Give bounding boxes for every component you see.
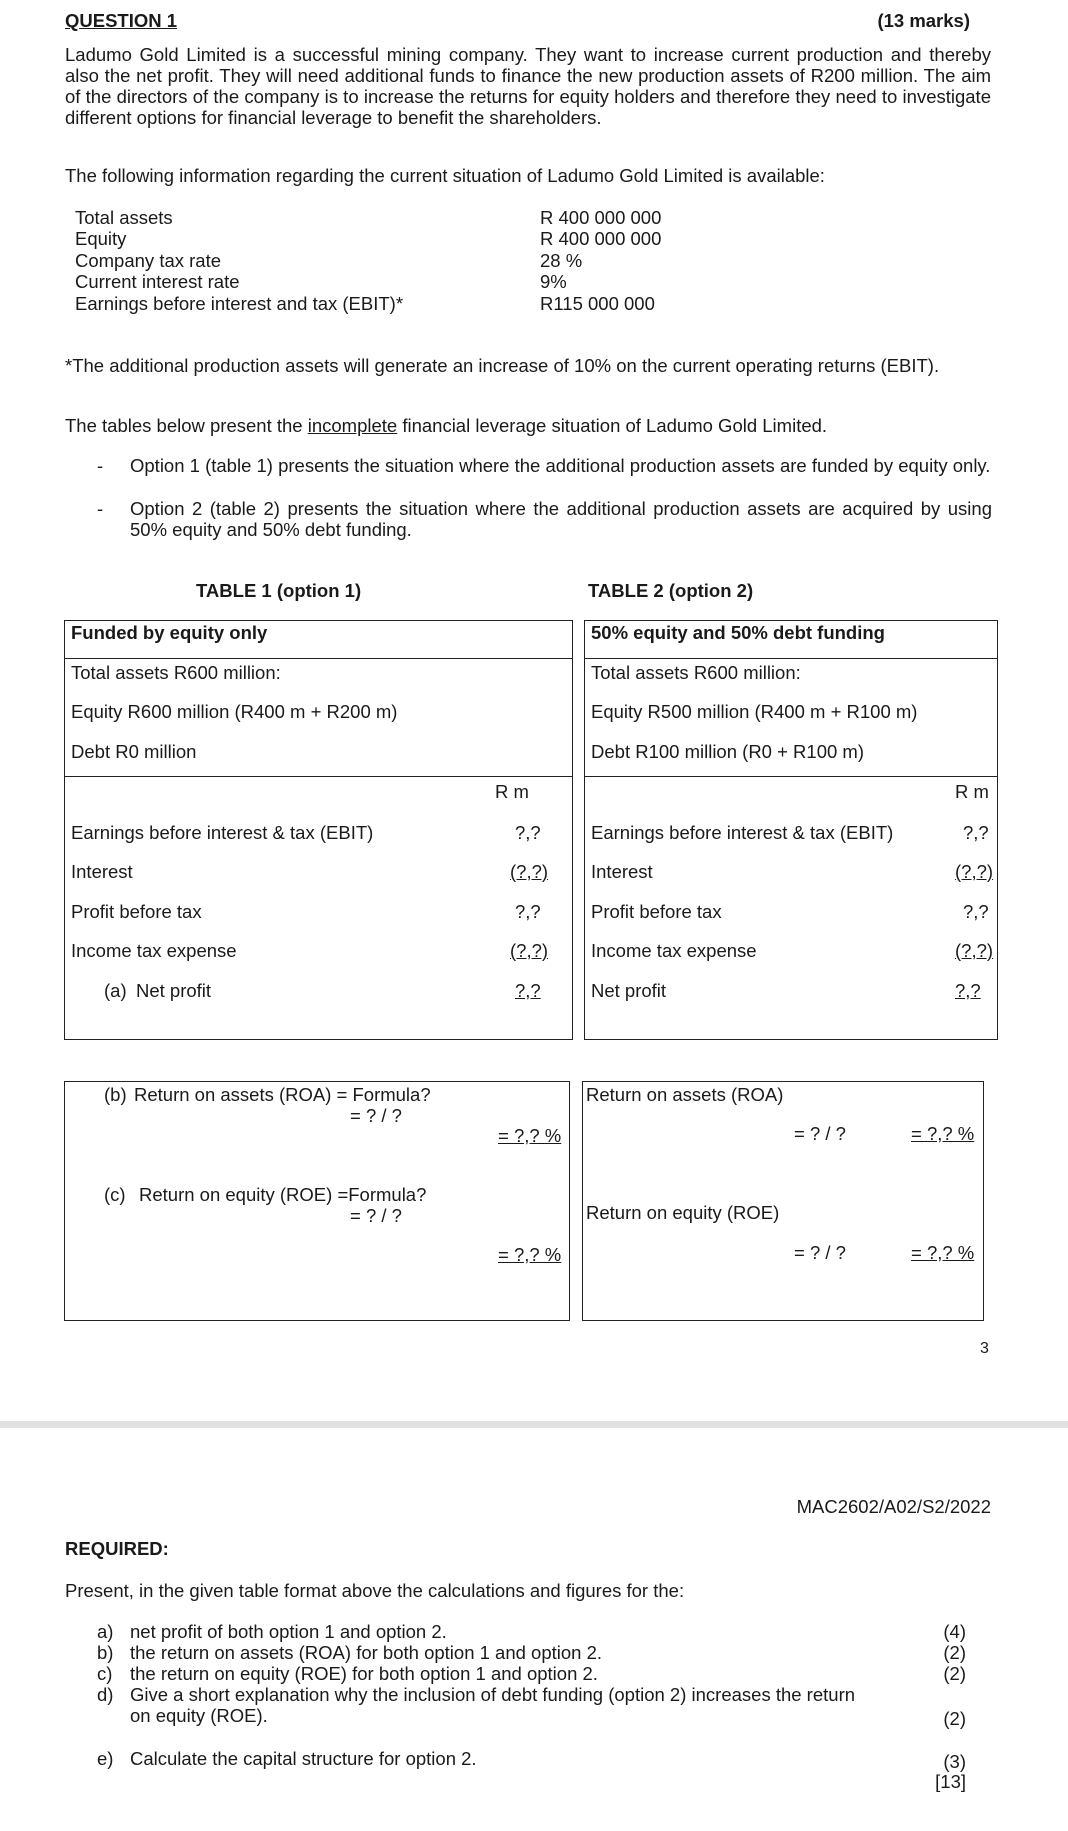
req-letter: e) [97, 1748, 114, 1769]
req-mark: (2) [943, 1663, 966, 1684]
info-value: R 400 000 000 [540, 207, 662, 228]
table1-row-label: Profit before tax [71, 901, 202, 922]
question-marks: (13 marks) [877, 10, 970, 31]
table1-row-value: ?,? [515, 980, 541, 1001]
page-separator [0, 1421, 1068, 1428]
info-label: Equity [75, 228, 127, 249]
page-number: 3 [980, 1340, 989, 1357]
table1-summary-assets: Total assets R600 million: [71, 662, 281, 683]
req-mark: (2) [943, 1708, 966, 1729]
req-mark: (2) [943, 1642, 966, 1663]
roe1-label: Return on equity (ROE) =Formula? [139, 1184, 427, 1205]
info-lead: The following information regarding the current situation of Ladumo Gold Limited is available: [65, 165, 825, 186]
roa2-calc: = ? / ? [794, 1123, 846, 1144]
table2-summary-assets: Total assets R600 million: [591, 662, 801, 683]
table2-row-label: Profit before tax [591, 901, 722, 922]
info-value: R 400 000 000 [540, 228, 662, 249]
req-letter: b) [97, 1642, 114, 1663]
info-value: R115 000 000 [540, 293, 655, 314]
roa1-prefix: (b) [104, 1084, 127, 1105]
req-letter: d) [97, 1684, 114, 1705]
roe2-label: Return on equity (ROE) [586, 1202, 780, 1223]
roa2-result: = ?,? % [911, 1123, 975, 1144]
roa1-label: Return on assets (ROA) = Formula? [134, 1084, 431, 1105]
roa1-result: = ?,? % [498, 1125, 562, 1146]
roa2-label: Return on assets (ROA) [586, 1084, 784, 1105]
table1-summary-equity: Equity R600 million (R400 m + R200 m) [71, 701, 398, 722]
roe2-calc: = ? / ? [794, 1242, 846, 1263]
roe1-prefix: (c) [104, 1184, 126, 1205]
roe2-result: = ?,? % [911, 1242, 975, 1263]
footnote: *The additional production assets will generate an increase of 10% on the current operating returns (EBIT). [65, 355, 940, 376]
info-label: Company tax rate [75, 250, 222, 271]
roe1-calc: = ? / ? [350, 1205, 402, 1226]
table2-row-value: ?,? [963, 822, 989, 843]
info-label: Current interest rate [75, 271, 240, 292]
roe1-result: = ?,? % [498, 1244, 562, 1265]
req-mark: (3) [943, 1751, 966, 1772]
question-title: QUESTION 1 [65, 10, 178, 31]
info-label: Earnings before interest and tax (EBIT)* [75, 293, 404, 314]
option-2-description: Option 2 (table 2) presents the situation where the additional production assets are acquired by using 50% equity and 50% debt funding. [130, 498, 992, 540]
table2-row-label: Income tax expense [591, 940, 757, 961]
table1-summary-debt: Debt R0 million [71, 741, 197, 762]
table1-row-value: ?,? [515, 822, 541, 843]
info-value: 9% [540, 271, 567, 292]
info-value: 28 % [540, 250, 583, 271]
info-label: Total assets [75, 207, 173, 228]
required-heading: REQUIRED: [65, 1538, 169, 1559]
required-lead: Present, in the given table format above the calculations and figures for the: [65, 1580, 685, 1601]
bullet-mark: - [97, 455, 104, 476]
table2-row-value: (?,?) [955, 940, 994, 961]
table1-unit: R m [495, 781, 529, 802]
req-text: Calculate the capital structure for option 2. [130, 1748, 477, 1769]
table1-row-label: Net profit [136, 980, 212, 1001]
tables-lead: The tables below present the incomplete financial leverage situation of Ladumo Gold Limited. [65, 415, 828, 436]
table1-net-prefix: (a) [104, 980, 127, 1001]
table2-row-value: ?,? [955, 980, 981, 1001]
table2-row-value: ?,? [963, 901, 989, 922]
intro-paragraph: Ladumo Gold Limited is a successful mining company. They want to increase current production and thereby also the net profit. They will need additional funds to finance the new production assets of R200 million. The aim of the directors of the company is to increase the returns for equity holders and therefore they need to investigate different options for financial leverage to benefit the shareholders. [65, 44, 991, 128]
course-code: MAC2602/A02/S2/2022 [796, 1496, 991, 1517]
option-1-description: Option 1 (table 1) presents the situation where the additional production assets are funded by equity only. [130, 455, 991, 476]
roa1-calc: = ? / ? [350, 1105, 402, 1126]
table2-summary-equity: Equity R500 million (R400 m + R100 m) [591, 701, 918, 722]
req-text: net profit of both option 1 and option 2. [130, 1621, 447, 1642]
req-mark: (4) [943, 1621, 966, 1642]
table2-header: 50% equity and 50% debt funding [591, 622, 885, 643]
table2-row-label: Earnings before interest & tax (EBIT) [591, 822, 894, 843]
table1-row-label: Interest [71, 861, 133, 882]
req-text-cont: on equity (ROE). [130, 1705, 268, 1726]
req-text: the return on equity (ROE) for both option 1 and option 2. [130, 1663, 598, 1684]
table1-row-value: ?,? [515, 901, 541, 922]
table1-row-value: (?,?) [510, 861, 549, 882]
req-letter: c) [97, 1663, 113, 1684]
table1-row-label: Income tax expense [71, 940, 237, 961]
table2-row-value: (?,?) [955, 861, 994, 882]
table2-row-label: Net profit [591, 980, 667, 1001]
table1-header: Funded by equity only [71, 622, 268, 643]
table2-unit: R m [955, 781, 989, 802]
table1-row-value: (?,?) [510, 940, 549, 961]
table2-caption: TABLE 2 (option 2) [588, 580, 754, 601]
table1-caption: TABLE 1 (option 1) [196, 580, 362, 601]
req-text: Give a short explanation why the inclusion of debt funding (option 2) increases the return [130, 1684, 856, 1705]
req-letter: a) [97, 1621, 114, 1642]
req-text: the return on assets (ROA) for both option 1 and option 2. [130, 1642, 603, 1663]
total-marks: [13] [935, 1771, 966, 1792]
table2-row-label: Interest [591, 861, 653, 882]
bullet-mark: - [97, 498, 104, 519]
table2-ratios [582, 1081, 984, 1321]
table1-row-label: Earnings before interest & tax (EBIT) [71, 822, 374, 843]
table2-summary-debt: Debt R100 million (R0 + R100 m) [591, 741, 864, 762]
